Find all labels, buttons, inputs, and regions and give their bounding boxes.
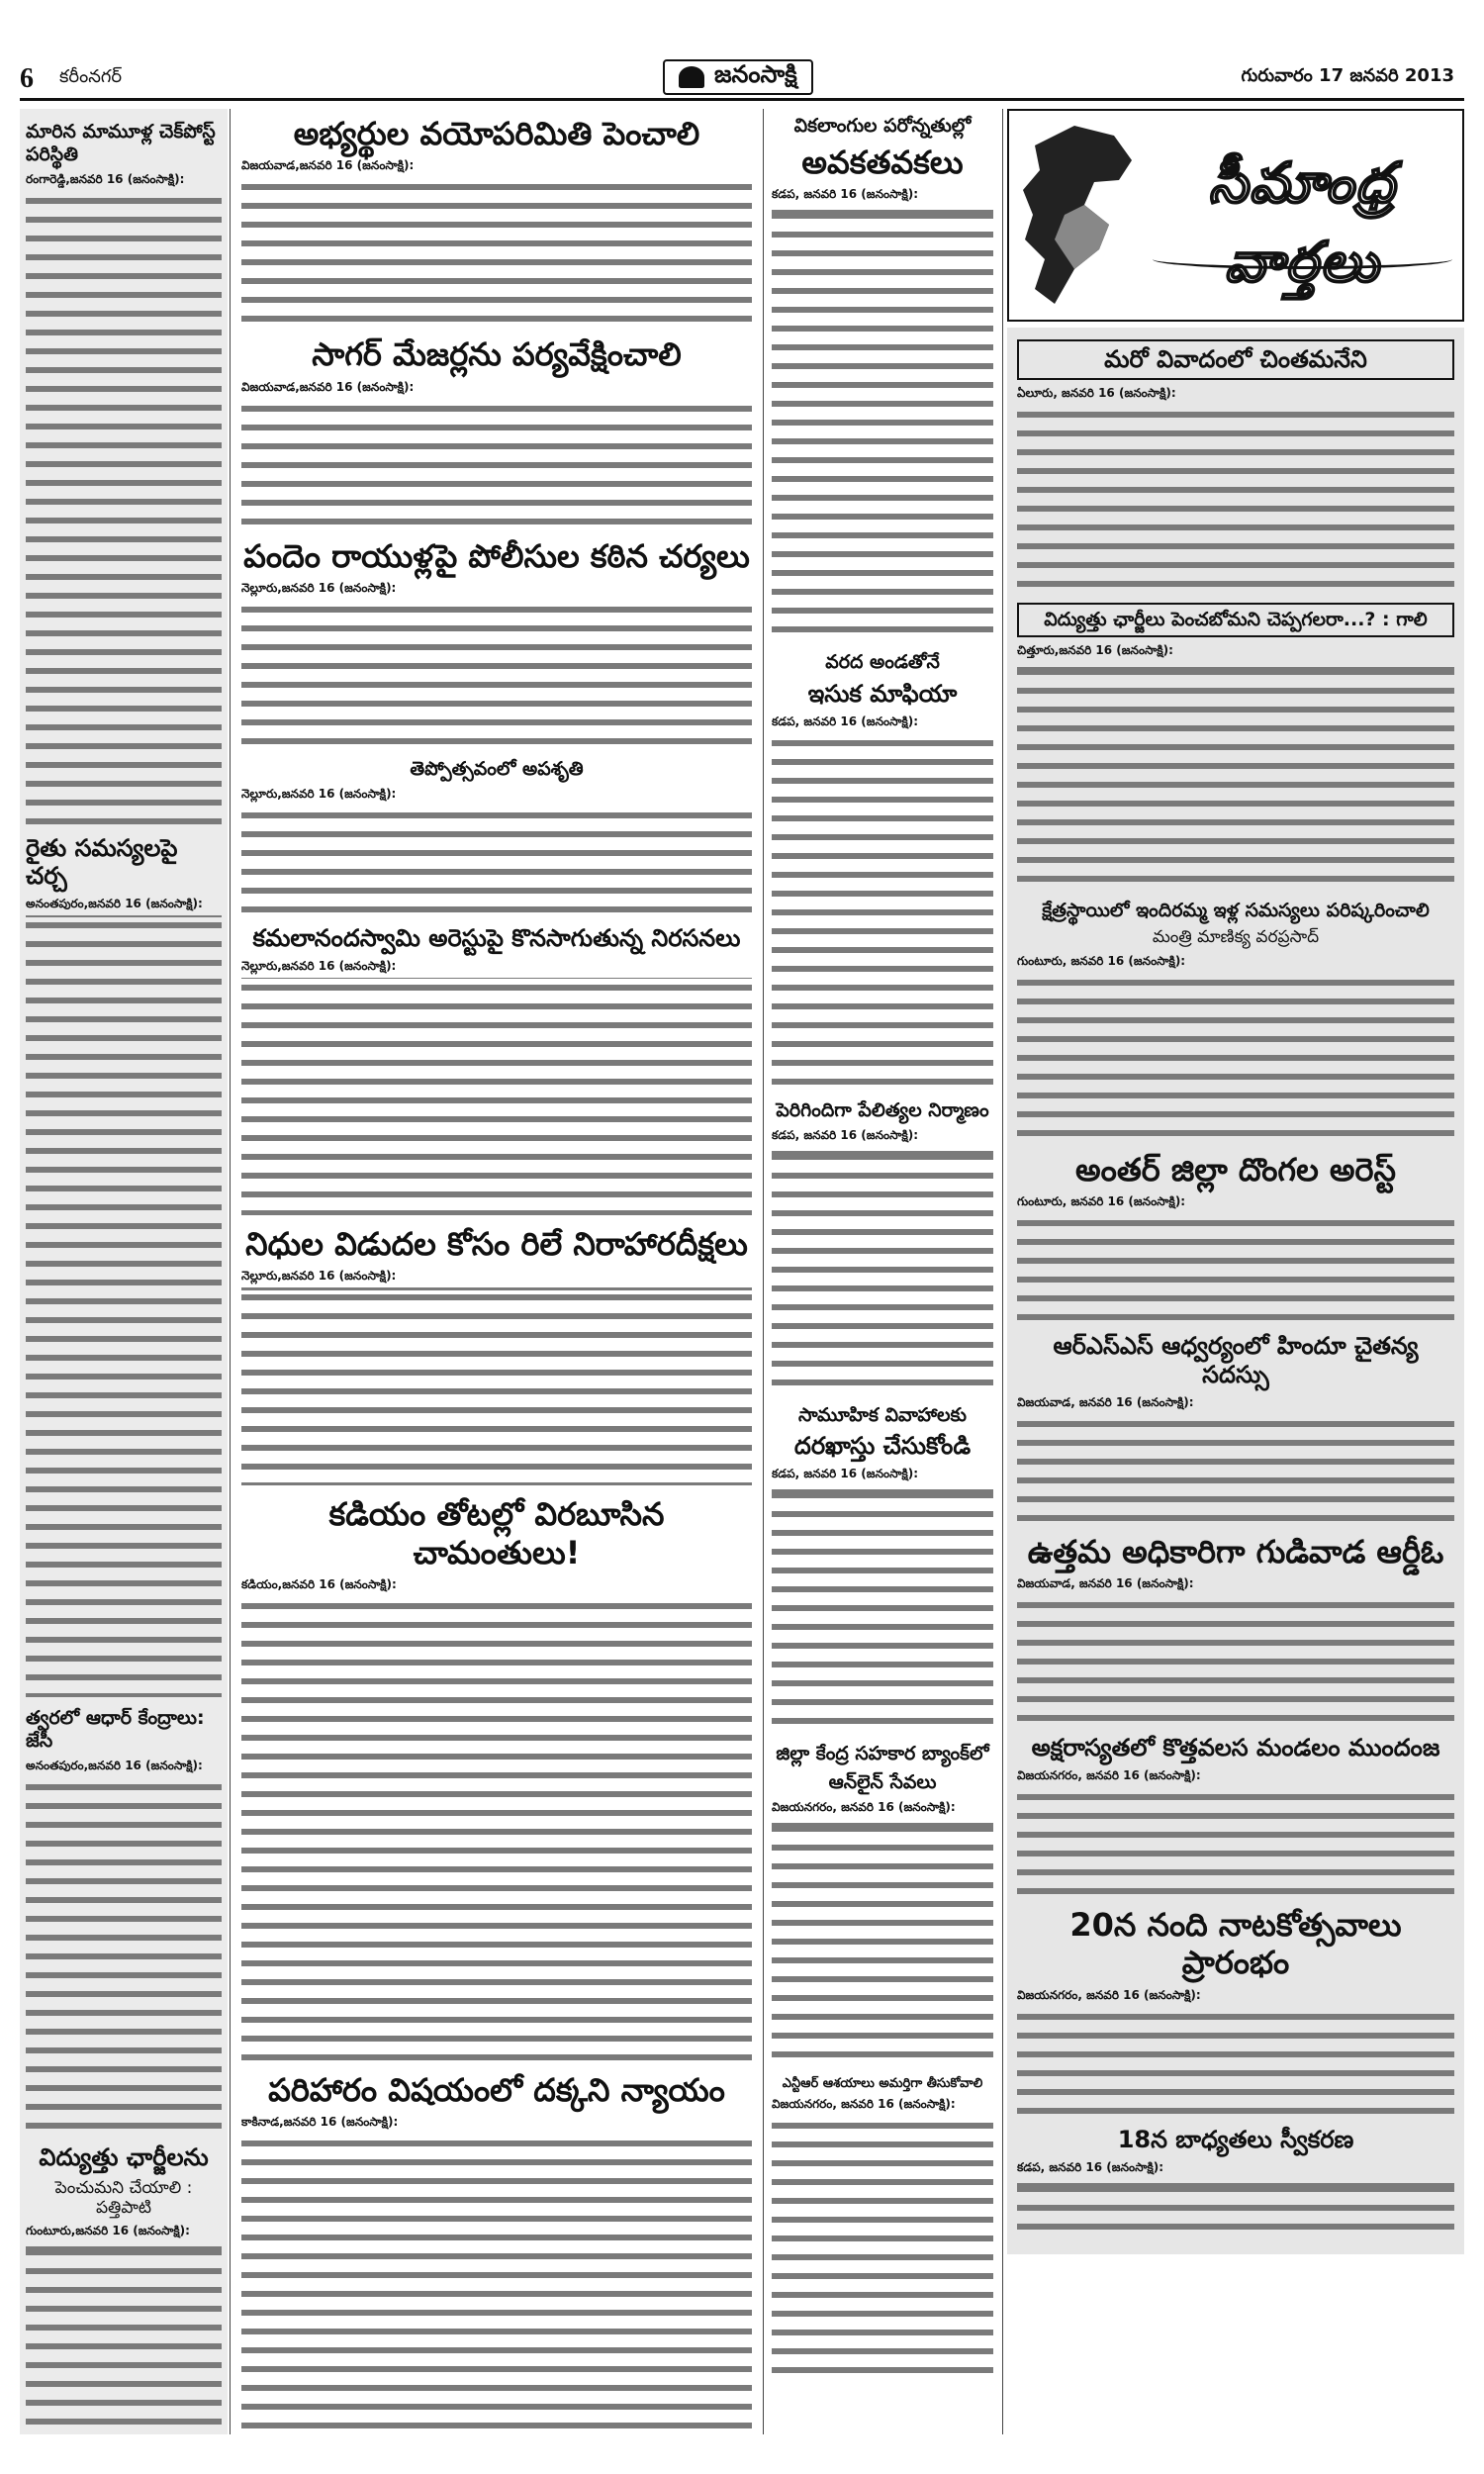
headline: అవకతవకలు xyxy=(801,143,964,181)
dateline: విజయనగరం, జనవరి 16 (జనంసాక్షి): xyxy=(772,2097,956,2112)
article-body xyxy=(26,191,222,824)
article-body xyxy=(772,1485,993,1733)
headline: ఇసుక మాఫియా xyxy=(807,679,958,708)
article xyxy=(772,651,993,1090)
headline: అంతర్ జిల్లా దొంగల అరెస్ట్ xyxy=(1075,1150,1396,1189)
dateline: విజయవాడ, జనవరి 16 (జనంసాక్షి): xyxy=(1017,1576,1194,1591)
article-body xyxy=(1017,405,1454,593)
dateline: విజయవాడ,జనవరి 16 (జనంసాక్షి): xyxy=(241,379,415,394)
article xyxy=(26,834,222,1698)
article xyxy=(772,2076,993,2374)
dateline: నెల్లూరు,జనవరి 16 (జనంసాక్షి): xyxy=(241,1269,397,1284)
article-body xyxy=(1017,1213,1454,1322)
headline: పరిహారం విషయంలో దక్కని న్యాయం xyxy=(268,2070,725,2109)
headline: అభ్యర్థుల వయోపరిమితి పెంచాలి xyxy=(293,115,700,152)
article xyxy=(26,1707,222,2134)
headline: ఎన్టీఆర్ ఆశయాలు అమర్తిగా తీసుకోవాలి xyxy=(782,2075,983,2091)
dateline: కడప, జనవరి 16 (జనంసాక్షి): xyxy=(772,1127,918,1142)
headline: 20న నంది నాటకోత్సవాలు ప్రారంభం xyxy=(1069,1905,1402,1982)
headline: తెప్పోత్సవంలో అపశృతి xyxy=(410,758,584,781)
article-body xyxy=(26,1777,222,2134)
article xyxy=(1017,339,1454,593)
dateline: విజయనగరం, జనవరి 16 (జనంసాక్షి): xyxy=(1017,1767,1201,1782)
subheadline: పెంచుమని చేయాలి : పత్తిపాటి xyxy=(54,2177,193,2218)
headline: ఆర్ఎస్ఎస్ ఆధ్వర్యంలో హిందూ చైతన్య సదస్సు xyxy=(1053,1332,1419,1388)
article-body xyxy=(241,2134,752,2434)
dateline: అనంతపురం,జనవరి 16 (జనంసాక్షి): xyxy=(26,1758,203,1772)
article xyxy=(1017,900,1454,1141)
article-body xyxy=(1017,1414,1454,1523)
dateline: అనంతపురం,జనవరి 16 (జనంసాక్షి): xyxy=(26,897,203,911)
masthead xyxy=(20,59,1464,101)
article-body xyxy=(241,806,752,914)
dateline: ఏలూరు, జనవరి 16 (జనంసాక్షి): xyxy=(1017,385,1176,400)
article xyxy=(1017,1332,1454,1523)
column-rule xyxy=(763,109,764,2434)
article xyxy=(1017,2126,1454,2238)
column-c xyxy=(766,109,999,2434)
article-body xyxy=(241,978,752,1215)
article-body xyxy=(1017,1787,1454,1896)
subheadline: మంత్రి మాణిక్య వరప్రసాద్ xyxy=(1152,927,1320,948)
headline: 18న బాధ్యతలు స్వీకరణ xyxy=(1117,2125,1354,2153)
article xyxy=(1017,1151,1454,1322)
article xyxy=(241,335,752,526)
headline: మరో వివాదంలో చింతమనేని xyxy=(1017,339,1454,380)
article-body xyxy=(1017,2179,1454,2238)
article xyxy=(26,2143,222,2434)
article-body xyxy=(241,399,752,527)
article xyxy=(241,1225,752,1485)
kicker: జిల్లా కేంద్ర సహకార బ్యాంక్‌లో xyxy=(776,1743,989,1765)
dateline: విజయనగరం, జనవరి 16 (జనంసాక్షి): xyxy=(1017,1987,1201,2002)
kicker: వికలాంగుల పరోన్నతుల్లో xyxy=(793,115,972,137)
headline: పందెం రాయుళ్లపై పోలీసుల కఠిన చర్యలు xyxy=(243,536,750,575)
banner-title: సీమాంధ్ర వార్తలు xyxy=(1208,150,1397,295)
banner-swirl xyxy=(1153,249,1452,269)
article-body xyxy=(1017,1595,1454,1724)
article xyxy=(241,2071,752,2434)
article-body xyxy=(241,600,752,748)
headline: ఆన్‌లైన్ సేవలు xyxy=(828,1770,937,1793)
column-rule xyxy=(1002,109,1003,2434)
article xyxy=(1017,1734,1454,1896)
kicker: వరద అండతోనే xyxy=(825,651,940,674)
article xyxy=(1017,1906,1454,2116)
headline: సాగర్ మేజర్లను పర్యవేక్షించాలి xyxy=(312,335,682,374)
column-a xyxy=(20,109,228,2434)
dateline: కాకినాడ,జనవరి 16 (జనంసాక్షి): xyxy=(241,2115,399,2130)
article-body xyxy=(26,2242,222,2434)
article xyxy=(772,1404,993,1734)
dateline: విజయవాడ, జనవరి 16 (జనంసాక్షి): xyxy=(1017,1394,1194,1409)
dateline: విజయనగరం, జనవరి 16 (జనంసాక్షి): xyxy=(772,1799,956,1814)
dateline: చిత్తూరు,జనవరి 16 (జనంసాక్షి): xyxy=(1017,642,1173,657)
paper-name: జనంసాక్షి xyxy=(714,60,797,88)
andhra-map-icon xyxy=(1015,121,1144,309)
dateline: కడప, జనవరి 16 (జనంసాక్షి): xyxy=(772,1467,918,1481)
kicker: సామూహిక వివాహాలకు xyxy=(798,1403,967,1426)
dateline: కడప, జనవరి 16 (జనంసాక్షి): xyxy=(772,187,918,202)
dateline: కడప, జనవరి 16 (జనంసాక్షి): xyxy=(1017,2159,1163,2174)
article xyxy=(26,121,222,824)
headline: పెరిగిందిగా పేలిత్యల నిర్మాణం xyxy=(776,1098,989,1121)
dateline: కడియం,జనవరి 16 (జనంసాక్షి): xyxy=(241,1576,397,1591)
article xyxy=(241,115,752,326)
headline: దరఖాస్తు చేసుకోండి xyxy=(793,1432,972,1461)
article xyxy=(772,115,993,641)
article-body xyxy=(772,2116,993,2373)
article-body xyxy=(241,1287,752,1485)
article xyxy=(772,1743,993,2066)
headline: కమలానందస్వామి అరెస్టుపై కొనసాగుతున్న నిరసనలు xyxy=(252,923,741,952)
article-body xyxy=(772,1147,993,1394)
headline: అక్షరాస్యతలో కొత్తవలస మండలం ముందంజ xyxy=(1031,1734,1440,1762)
article-body xyxy=(772,1819,993,2066)
headline: విద్యుత్తు ఛార్జీలు పెంచబోమని చెప్పగలరా...? : గాలి xyxy=(1017,603,1454,637)
article xyxy=(772,1099,993,1394)
article xyxy=(241,924,752,1215)
article-body xyxy=(241,1596,752,2061)
section-banner xyxy=(1007,109,1464,322)
issue-date: గురువారం 17 జనవరి 2013 xyxy=(1241,65,1454,86)
article-body xyxy=(241,177,752,326)
article xyxy=(1017,603,1454,890)
dateline: విజయవాడ,జనవరి 16 (జనంసాక్షి): xyxy=(241,158,415,173)
headline: రైతు సమస్యలపై చర్చ xyxy=(26,833,178,891)
headline: త్వరలో ఆధార్ కేంద్రాలు: జేసీ xyxy=(26,1707,205,1752)
article xyxy=(241,537,752,748)
article-body xyxy=(1017,973,1454,1141)
article xyxy=(1017,1533,1454,1724)
article-body xyxy=(772,733,993,1090)
dateline: గుంటూరు,జనవరి 16 (జనంసాక్షి): xyxy=(26,2224,190,2238)
headline: క్షేత్రస్థాయిలో ఇందిరమ్మ ఇళ్ల సమస్యలు పరిష్కరించాలి xyxy=(1042,899,1430,921)
dateline: నెల్లూరు,జనవరి 16 (జనంసాక్షి): xyxy=(241,958,397,973)
dateline: రంగారెడ్డి,జనవరి 16 (జనంసాక్షి): xyxy=(26,171,185,186)
page-number: 6 xyxy=(20,62,34,94)
column-d xyxy=(1007,109,1464,2434)
dateline: కడప, జనవరి 16 (జనంసాక్షి): xyxy=(772,714,918,728)
headline: నిధుల విడుదల కోసం రిలే నిరాహారదీక్షలు xyxy=(245,1224,748,1263)
news-box xyxy=(1007,328,1464,2254)
headline: ఉత్తమ అధికారిగా గుడివాడ ఆర్డీఓ xyxy=(1027,1532,1444,1570)
headline: విద్యుత్తు ఛార్జీలను xyxy=(39,2142,209,2171)
article-body xyxy=(1017,662,1454,890)
column-b xyxy=(233,109,760,2434)
page-place: కరీంనగర్ xyxy=(59,66,122,87)
article-body xyxy=(26,915,222,1697)
headline: కడియం తోటల్లో విరబూసిన చామంతులు! xyxy=(328,1495,665,1571)
article-body xyxy=(772,206,993,641)
paper-emblem-icon xyxy=(679,66,704,88)
dateline: గుంటూరు, జనవరి 16 (జనంసాక్షి): xyxy=(1017,1194,1186,1209)
dateline: నెల్లూరు,జనవరి 16 (జనంసాక్షి): xyxy=(241,581,397,596)
column-rule xyxy=(230,109,231,2434)
headline: మారిన మామూళ్ల చెక్‌పోస్ట్ పరిస్థితి xyxy=(26,121,216,165)
article-body xyxy=(1017,2007,1454,2116)
dateline: నెల్లూరు,జనవరి 16 (జనంసాక్షి): xyxy=(241,786,397,801)
article xyxy=(241,758,752,914)
dateline: గుంటూరు, జనవరి 16 (జనంసాక్షి): xyxy=(1017,953,1186,968)
article xyxy=(241,1495,752,2061)
paper-logo xyxy=(663,59,813,95)
